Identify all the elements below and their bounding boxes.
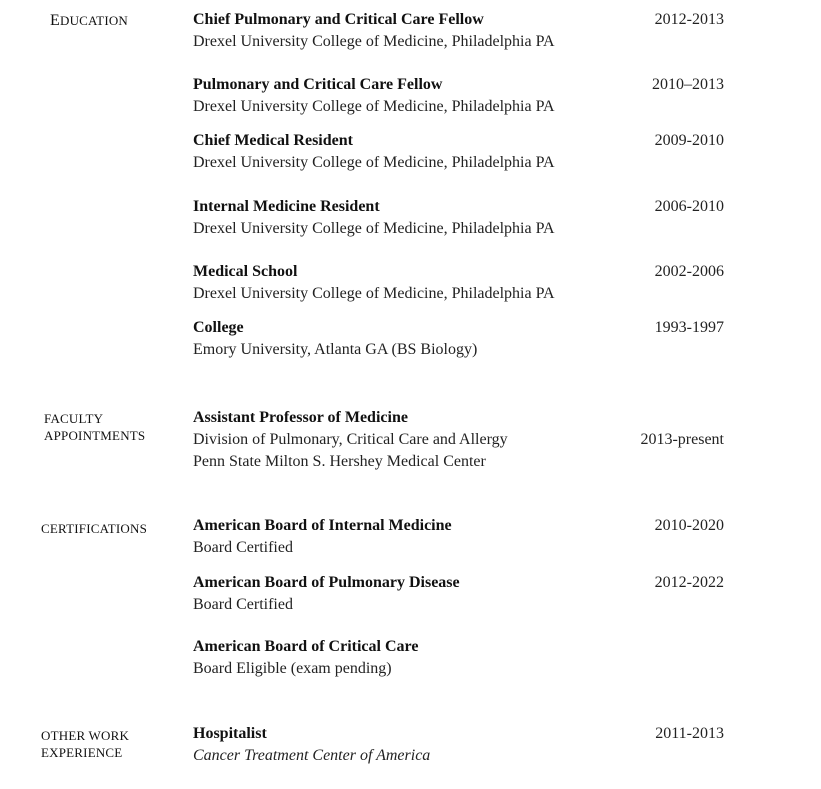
entry-institution: Drexel University College of Medicine, Philadelphia PA xyxy=(193,154,555,171)
entry-date: 2012-2022 xyxy=(654,574,724,591)
entry-status: Board Certified xyxy=(193,596,293,613)
section-label-other-work-experience xyxy=(41,727,129,761)
entry-employer: Cancer Treatment Center of America xyxy=(193,747,431,764)
entry-title: College xyxy=(193,319,244,336)
faculty-entry xyxy=(193,407,613,473)
education-label-rest: DUCATION xyxy=(59,13,129,28)
education-entry xyxy=(193,9,613,53)
entry-title: American Board of Pulmonary Disease xyxy=(193,574,460,591)
section-label-line: EXPERIENCE xyxy=(41,745,123,760)
entry-date: 2013-present xyxy=(640,431,724,448)
entry-title: Pulmonary and Critical Care Fellow xyxy=(193,76,443,93)
entry-status: Board Certified xyxy=(193,539,293,556)
education-entry xyxy=(193,317,613,361)
entry-status: Board Eligible (exam pending) xyxy=(193,660,392,677)
entry-date: 1993-1997 xyxy=(654,319,724,336)
certification-entry xyxy=(193,515,613,559)
education-entry xyxy=(193,130,613,174)
education-entry xyxy=(193,74,613,118)
section-label-line: FACULTY xyxy=(44,411,104,426)
certification-entry xyxy=(193,636,613,680)
entry-title: Assistant Professor of Medicine xyxy=(193,409,408,426)
entry-title: Hospitalist xyxy=(193,725,267,742)
education-entry xyxy=(193,261,613,305)
section-label-certifications: CERTIFICATIONS xyxy=(41,521,148,536)
section-label-faculty-appointments xyxy=(44,410,145,444)
entry-department: Division of Pulmonary, Critical Care and Allergy xyxy=(193,431,508,448)
entry-date: 2009-2010 xyxy=(654,132,724,149)
section-label-education xyxy=(50,12,128,30)
entry-date: 2011-2013 xyxy=(655,725,724,742)
education-entry xyxy=(193,196,613,240)
section-label-line: APPOINTMENTS xyxy=(44,428,146,443)
section-label-line: OTHER WORK xyxy=(41,728,130,743)
entry-institution: Drexel University College of Medicine, Philadelphia PA xyxy=(193,98,555,115)
entry-title: Internal Medicine Resident xyxy=(193,198,380,215)
entry-date: 2010–2013 xyxy=(652,76,724,93)
education-label-initial: E xyxy=(50,12,60,29)
entry-institution: Penn State Milton S. Hershey Medical Center xyxy=(193,453,486,470)
entry-institution: Drexel University College of Medicine, Philadelphia PA xyxy=(193,285,555,302)
entry-title: Chief Medical Resident xyxy=(193,132,353,149)
work-entry xyxy=(193,723,613,767)
entry-institution: Drexel University College of Medicine, Philadelphia PA xyxy=(193,220,555,237)
entry-date: 2010-2020 xyxy=(654,517,724,534)
entry-institution: Drexel University College of Medicine, Philadelphia PA xyxy=(193,33,555,50)
entry-date: 2012-2013 xyxy=(654,11,724,28)
entry-title: American Board of Internal Medicine xyxy=(193,517,452,534)
entry-title: Medical School xyxy=(193,263,298,280)
entry-date: 2002-2006 xyxy=(654,263,724,280)
entry-title: American Board of Critical Care xyxy=(193,638,419,655)
certification-entry xyxy=(193,572,613,616)
entry-institution: Emory University, Atlanta GA (BS Biology) xyxy=(193,341,478,358)
entry-title: Chief Pulmonary and Critical Care Fellow xyxy=(193,11,484,28)
entry-date: 2006-2010 xyxy=(654,198,724,215)
